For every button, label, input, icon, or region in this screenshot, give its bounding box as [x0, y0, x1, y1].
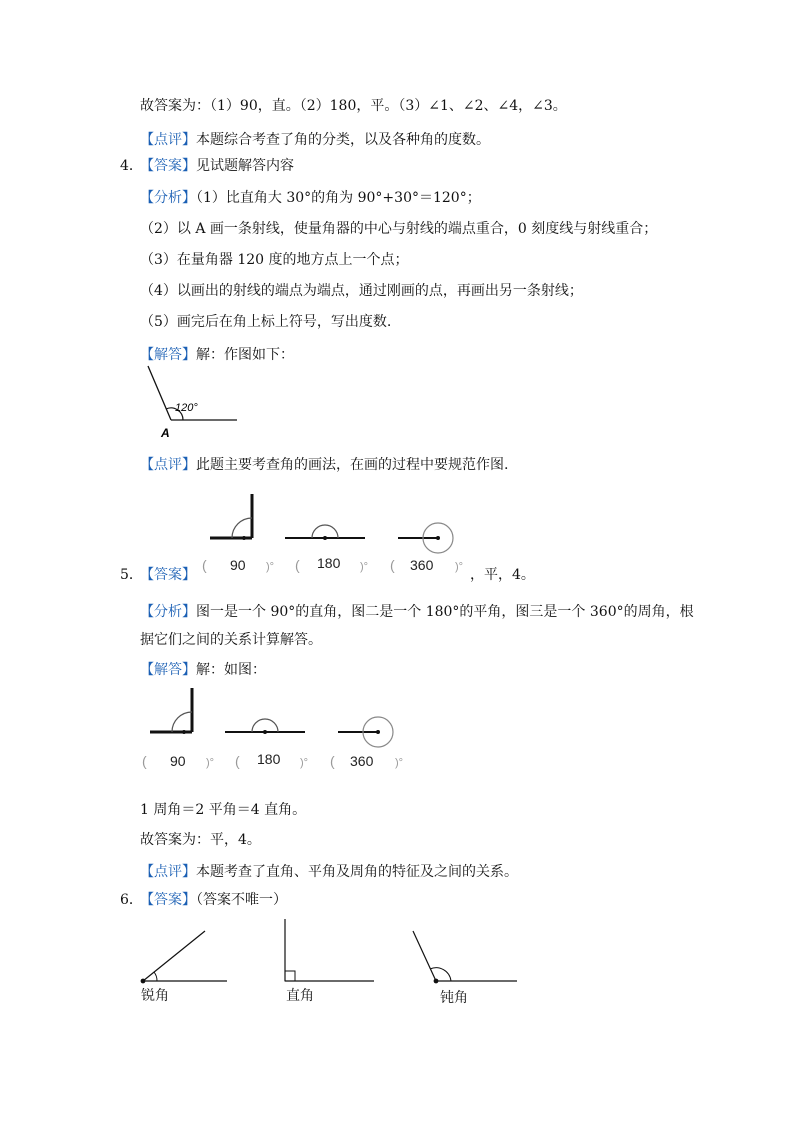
angle-types-figure-solution	[140, 684, 420, 774]
q4-analysis-step: （4）以画出的射线的端点为端点，通过刚画的点，再画出另一条射线；	[140, 283, 583, 299]
q4-analysis-step: （5）画完后在角上标上符号，写出度数.	[140, 314, 392, 330]
paren: (	[390, 557, 395, 573]
q5-comment	[140, 862, 518, 882]
q5-answer-line: 故答案为：平，4。	[140, 832, 261, 848]
question-number: 4．	[120, 158, 143, 174]
answer-text: （答案不唯一）	[196, 892, 287, 908]
acute-angle-label: 锐角	[141, 988, 169, 1004]
q5-relation: 1 周角＝2 平角＝4 直角。	[140, 802, 307, 818]
value-label: 360	[350, 753, 374, 769]
acute-angle-figure	[135, 925, 235, 990]
comment-text: 此题主要考查角的画法，在画的过程中要规范作图.	[196, 457, 509, 473]
q6-answer	[140, 890, 287, 910]
paren: (	[142, 753, 147, 769]
answer-tag: 【答案】	[140, 158, 196, 174]
analysis-tag: 【分析】	[140, 604, 196, 620]
paren: (	[202, 557, 207, 573]
comment-tag: 【点评】	[140, 132, 196, 148]
answer-tag: 【答案】	[140, 892, 196, 908]
question-number: 5．	[120, 567, 143, 583]
paren: (	[235, 753, 240, 769]
q3-comment	[140, 130, 490, 150]
paren: )°	[455, 561, 464, 573]
angle-120-figure	[140, 362, 250, 442]
comment-text: 本题考查了直角、平角及周角的特征及之间的关系。	[196, 864, 518, 880]
value-label: 180	[317, 555, 341, 571]
paren: )°	[300, 757, 309, 769]
analysis-tag: 【分析】	[140, 190, 196, 206]
solution-text: 解：如图：	[196, 662, 266, 678]
question-number: 6．	[120, 892, 143, 908]
value-label: 90	[230, 557, 246, 573]
obtuse-angle-figure	[405, 925, 520, 990]
q5-answer-tag	[140, 565, 196, 585]
q4-analysis-step	[140, 188, 481, 208]
solution-tag: 【解答】	[140, 662, 196, 678]
solution-text: 解：作图如下：	[196, 347, 294, 363]
q5-analysis-cont: 据它们之间的关系计算解答。	[140, 632, 322, 648]
answer-text: 见试题解答内容	[196, 158, 294, 174]
paren: (	[295, 557, 300, 573]
solution-tag: 【解答】	[140, 347, 196, 363]
paren: )°	[360, 561, 369, 573]
q5-answer-suffix: ，平，4。	[470, 567, 535, 583]
q4-comment	[140, 455, 508, 475]
right-angle-figure	[280, 915, 380, 990]
paren: )°	[266, 561, 275, 573]
q4-analysis-step: （2）以 A 画一条射线，使量角器的中心与射线的端点重合，0 刻度线与射线重合；	[140, 221, 658, 237]
paren: (	[330, 753, 335, 769]
vertex-label: A	[161, 426, 170, 440]
obtuse-angle-label: 钝角	[440, 990, 468, 1006]
angle-types-figure-answer	[200, 490, 480, 580]
value-label: 90	[170, 753, 186, 769]
q4-analysis-step: （3）在量角器 120 度的地方点上一个点；	[140, 252, 409, 268]
q3-answer-line: 故答案为：（1）90，直。（2）180，平。（3）∠1、∠2、∠4，∠3。	[140, 98, 567, 114]
q5-analysis	[140, 602, 694, 622]
q5-solution	[140, 660, 266, 680]
analysis-text: （1）比直角大 30°的角为 90°+30°＝120°；	[196, 190, 481, 206]
value-label: 360	[410, 557, 434, 573]
answer-tag: 【答案】	[140, 567, 196, 583]
right-angle-label: 直角	[286, 988, 314, 1004]
value-label: 180	[257, 751, 281, 767]
comment-tag: 【点评】	[140, 457, 196, 473]
angle-label: 120°	[175, 402, 198, 414]
comment-tag: 【点评】	[140, 864, 196, 880]
paren: )°	[206, 757, 215, 769]
q4-answer	[140, 156, 294, 176]
comment-text: 本题综合考查了角的分类，以及各种角的度数。	[196, 132, 490, 148]
paren: )°	[395, 757, 404, 769]
analysis-text: 图一是一个 90°的直角，图二是一个 180°的平角，图三是一个 360°的周角，根	[196, 604, 694, 620]
